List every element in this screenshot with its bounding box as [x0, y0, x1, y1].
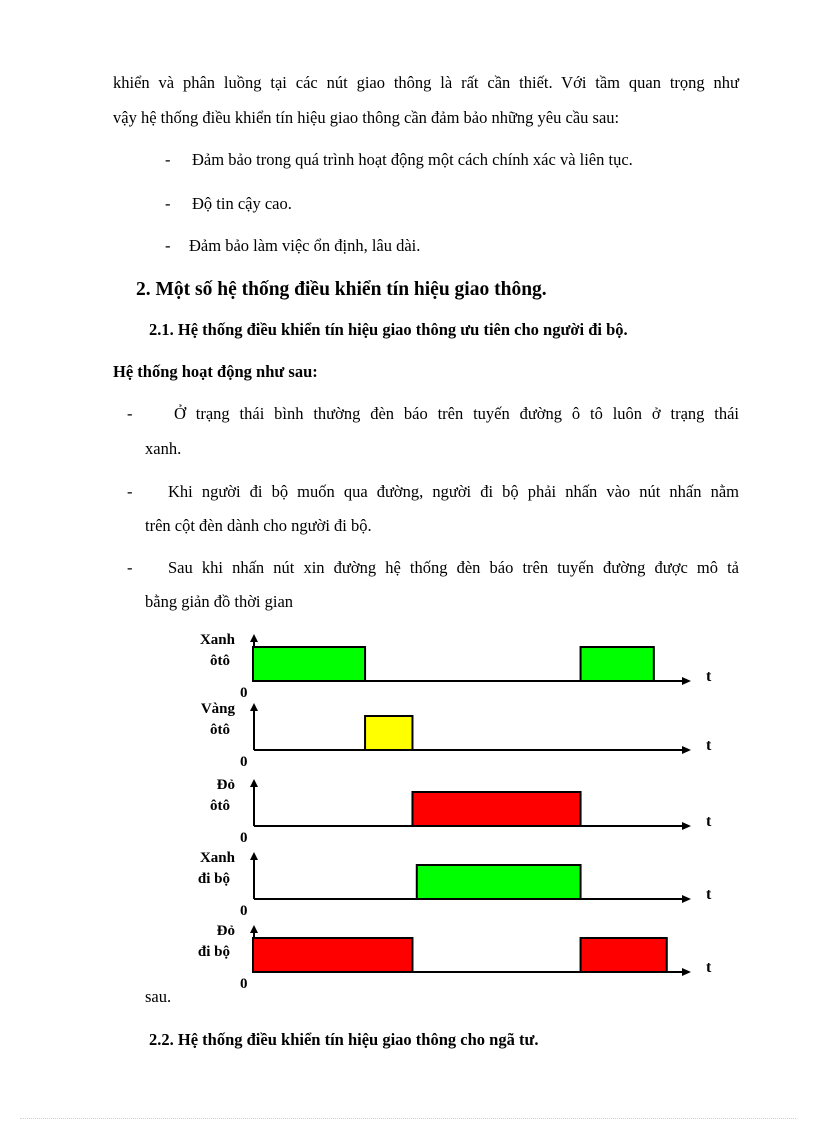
operation-item-line-1: Khi người đi bộ muốn qua đường, người đi bộ phải nhấn vào nút nhấn nằm [168, 482, 739, 501]
section-2-title: 2. Một số hệ thống điều khiển tín hiệu giao thông. [136, 279, 547, 300]
signal-pulse [581, 647, 654, 681]
origin-label: 0 [240, 830, 248, 846]
signal-label: ôtô [210, 798, 230, 814]
x-axis-label: t [706, 668, 712, 685]
x-axis-arrow-icon [682, 968, 691, 976]
signal-pulse [253, 938, 412, 972]
x-axis-label: t [706, 886, 712, 903]
x-axis-label: t [706, 737, 712, 754]
signal-label: Đỏ [216, 777, 235, 793]
signal-label: Xanh [199, 850, 235, 866]
operation-item-line-1: Ở trạng thái bình thường đèn báo trên tuyến đường ô tô luôn ở trạng thái [174, 404, 739, 423]
signal-pulse [253, 647, 365, 681]
signal-label: đi bộ [197, 944, 230, 960]
origin-label: 0 [240, 903, 248, 919]
bullet-dash: - [165, 194, 171, 213]
operation-item-line-2: trên cột đèn dành cho người đi bộ. [145, 516, 372, 535]
x-axis-arrow-icon [682, 822, 691, 830]
x-axis-label: t [706, 959, 712, 976]
signal-label: Vàng [200, 701, 235, 717]
requirement-item: Đảm bảo làm việc ổn định, lâu dài. [189, 236, 421, 255]
paragraph-line-2: vậy hệ thống điều khiển tín hiệu giao thông cần đảm bảo những yêu cầu sau: [113, 108, 620, 127]
origin-label: 0 [240, 685, 248, 701]
x-axis-arrow-icon [682, 677, 691, 685]
operation-item-line-2: bằng giản đồ thời gian [145, 592, 294, 611]
signal-label: ôtô [210, 653, 230, 669]
section-2-2-title: 2.2. Hệ thống điều khiển tín hiệu giao thông cho ngã tư. [149, 1030, 539, 1049]
origin-label: 0 [240, 754, 248, 770]
signal-pulse [412, 792, 580, 826]
origin-label: 0 [240, 976, 248, 992]
trailing-text: sau. [145, 987, 172, 1006]
operation-heading: Hệ thống hoạt động như sau: [113, 362, 318, 381]
bullet-dash: - [127, 482, 133, 501]
signal-pulse [365, 716, 412, 750]
x-axis-arrow-icon [682, 746, 691, 754]
paragraph-line-1: khiển và phân luồng tại các nút giao thông là rất cần thiết. Với tầm quan trọng như [113, 73, 739, 92]
bullet-dash: - [127, 404, 133, 423]
section-2-1-title: 2.1. Hệ thống điều khiển tín hiệu giao thông ưu tiên cho người đi bộ. [149, 320, 628, 339]
x-axis-arrow-icon [682, 895, 691, 903]
y-axis-arrow-icon [250, 779, 258, 787]
bullet-dash: - [165, 236, 171, 255]
signal-label: ôtô [210, 722, 230, 738]
signal-pulse [417, 865, 581, 899]
y-axis-arrow-icon [250, 703, 258, 711]
signal-label: Xanh [199, 632, 235, 648]
operation-item-line-1: Sau khi nhấn nút xin đường hệ thống đèn báo trên tuyến đường được mô tả [168, 558, 739, 577]
bullet-dash: - [165, 150, 171, 169]
y-axis-arrow-icon [250, 925, 258, 933]
bullet-dash: - [127, 558, 133, 577]
signal-label: đi bộ [197, 871, 230, 887]
page-bottom-divider [20, 1118, 796, 1119]
operation-item-line-2: xanh. [145, 439, 182, 458]
x-axis-label: t [706, 813, 712, 830]
y-axis-arrow-icon [250, 852, 258, 860]
requirement-item: Đảm bảo trong quá trình hoạt động một cách chính xác và liên tục. [192, 150, 633, 169]
signal-pulse [581, 938, 667, 972]
y-axis-arrow-icon [250, 634, 258, 642]
signal-label: Đỏ [216, 923, 235, 939]
requirement-item: Độ tin cậy cao. [192, 194, 292, 213]
